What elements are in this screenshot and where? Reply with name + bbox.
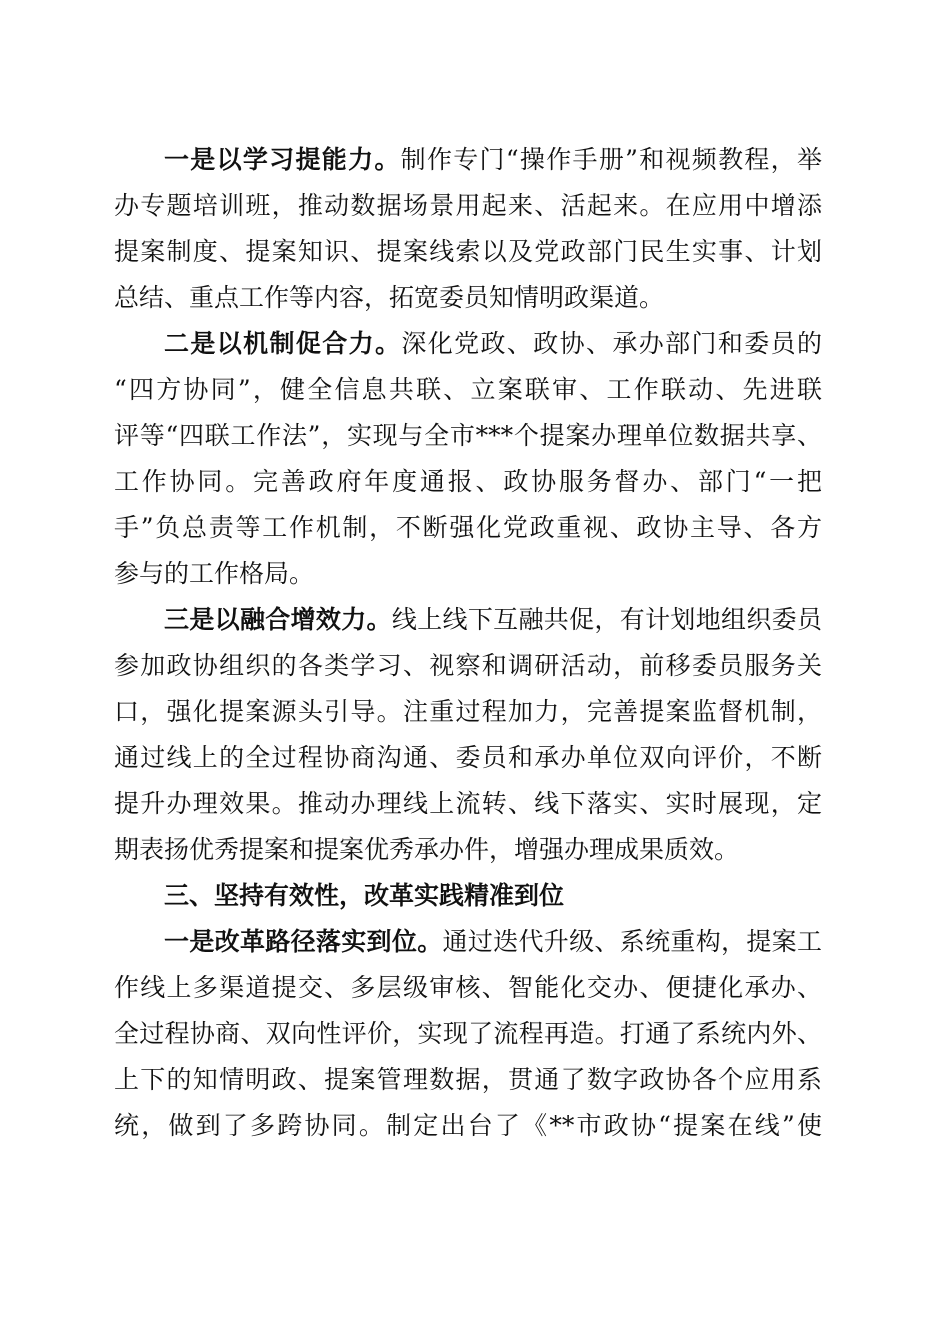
section-heading: 三、坚持有效性，改革实践精准到位 — [164, 881, 565, 910]
text-line — [114, 275, 822, 321]
line-text: 期表扬优秀提案和提案优秀承办件，增强办理成果质效。 — [114, 835, 740, 864]
text-line — [114, 1011, 822, 1057]
line-text: 提案制度、提案知识、提案线索以及党政部门民生实事、计划 — [114, 237, 822, 266]
line-text: 深化党政、政协、承办部门和委员的 — [401, 329, 822, 358]
text-line — [114, 597, 822, 643]
line-text: 办专题培训班，推动数据场景用起来、活起来。在应用中增添 — [114, 191, 822, 220]
text-line — [114, 229, 822, 275]
text-line — [114, 643, 822, 689]
line-text: 参加政协组织的各类学习、视察和调研活动，前移委员服务关 — [114, 651, 822, 680]
line-text: 通过迭代升级、系统重构，提案工 — [442, 927, 822, 956]
line-text: 总结、重点工作等内容，拓宽委员知情明政渠道。 — [114, 283, 665, 312]
line-text: 手”负总责等工作机制，不断强化党政重视、政协主导、各方 — [114, 513, 822, 542]
text-line — [114, 735, 822, 781]
text-line — [114, 1103, 822, 1149]
line-text: 制作专门“操作手册”和视频教程，举 — [400, 145, 822, 174]
text-line — [114, 965, 822, 1011]
text-line — [114, 551, 822, 597]
text-line — [114, 827, 822, 873]
text-line — [114, 505, 822, 551]
paragraph — [114, 321, 822, 597]
paragraph-lead: 二是以机制促合力。 — [164, 329, 402, 358]
document-body — [114, 137, 822, 1149]
text-line — [114, 781, 822, 827]
text-line — [114, 321, 822, 367]
text-line — [114, 413, 822, 459]
paragraph-lead: 一是改革路径落实到位。 — [164, 927, 443, 956]
text-line — [114, 919, 822, 965]
text-line — [114, 1057, 822, 1103]
line-text: 统，做到了多跨协同。制定出台了《**市政协“提案在线”使 — [114, 1111, 822, 1140]
paragraph — [114, 137, 822, 321]
paragraph — [114, 597, 822, 873]
line-text: “四方协同”，健全信息共联、立案联审、工作联动、先进联 — [114, 375, 822, 404]
line-text: 参与的工作格局。 — [114, 559, 315, 588]
line-text: 通过线上的全过程协商沟通、委员和承办单位双向评价，不断 — [114, 743, 822, 772]
text-line — [114, 367, 822, 413]
paragraph — [114, 919, 822, 1149]
text-line — [114, 689, 822, 735]
paragraph-lead: 三是以融合增效力。 — [164, 605, 392, 634]
line-text: 线上线下互融共促，有计划地组织委员 — [391, 605, 822, 634]
line-text: 作线上多渠道提交、多层级审核、智能化交办、便捷化承办、 — [114, 973, 822, 1002]
text-line — [114, 183, 822, 229]
text-line — [114, 459, 822, 505]
text-line — [114, 137, 822, 183]
line-text: 全过程协商、双向性评价，实现了流程再造。打通了系统内外、 — [114, 1019, 822, 1048]
paragraph-lead: 一是以学习提能力。 — [164, 145, 401, 174]
line-text: 上下的知情明政、提案管理数据，贯通了数字政协各个应用系 — [114, 1065, 822, 1094]
line-text: 提升办理效果。推动办理线上流转、线下落实、实时展现，定 — [114, 789, 822, 818]
line-text: 评等“四联工作法”，实现与全市***个提案办理单位数据共享、 — [114, 421, 822, 450]
line-text: 口，强化提案源头引导。注重过程加力，完善提案监督机制， — [114, 697, 822, 726]
line-text: 工作协同。完善政府年度通报、政协服务督办、部门“一把 — [114, 467, 822, 496]
